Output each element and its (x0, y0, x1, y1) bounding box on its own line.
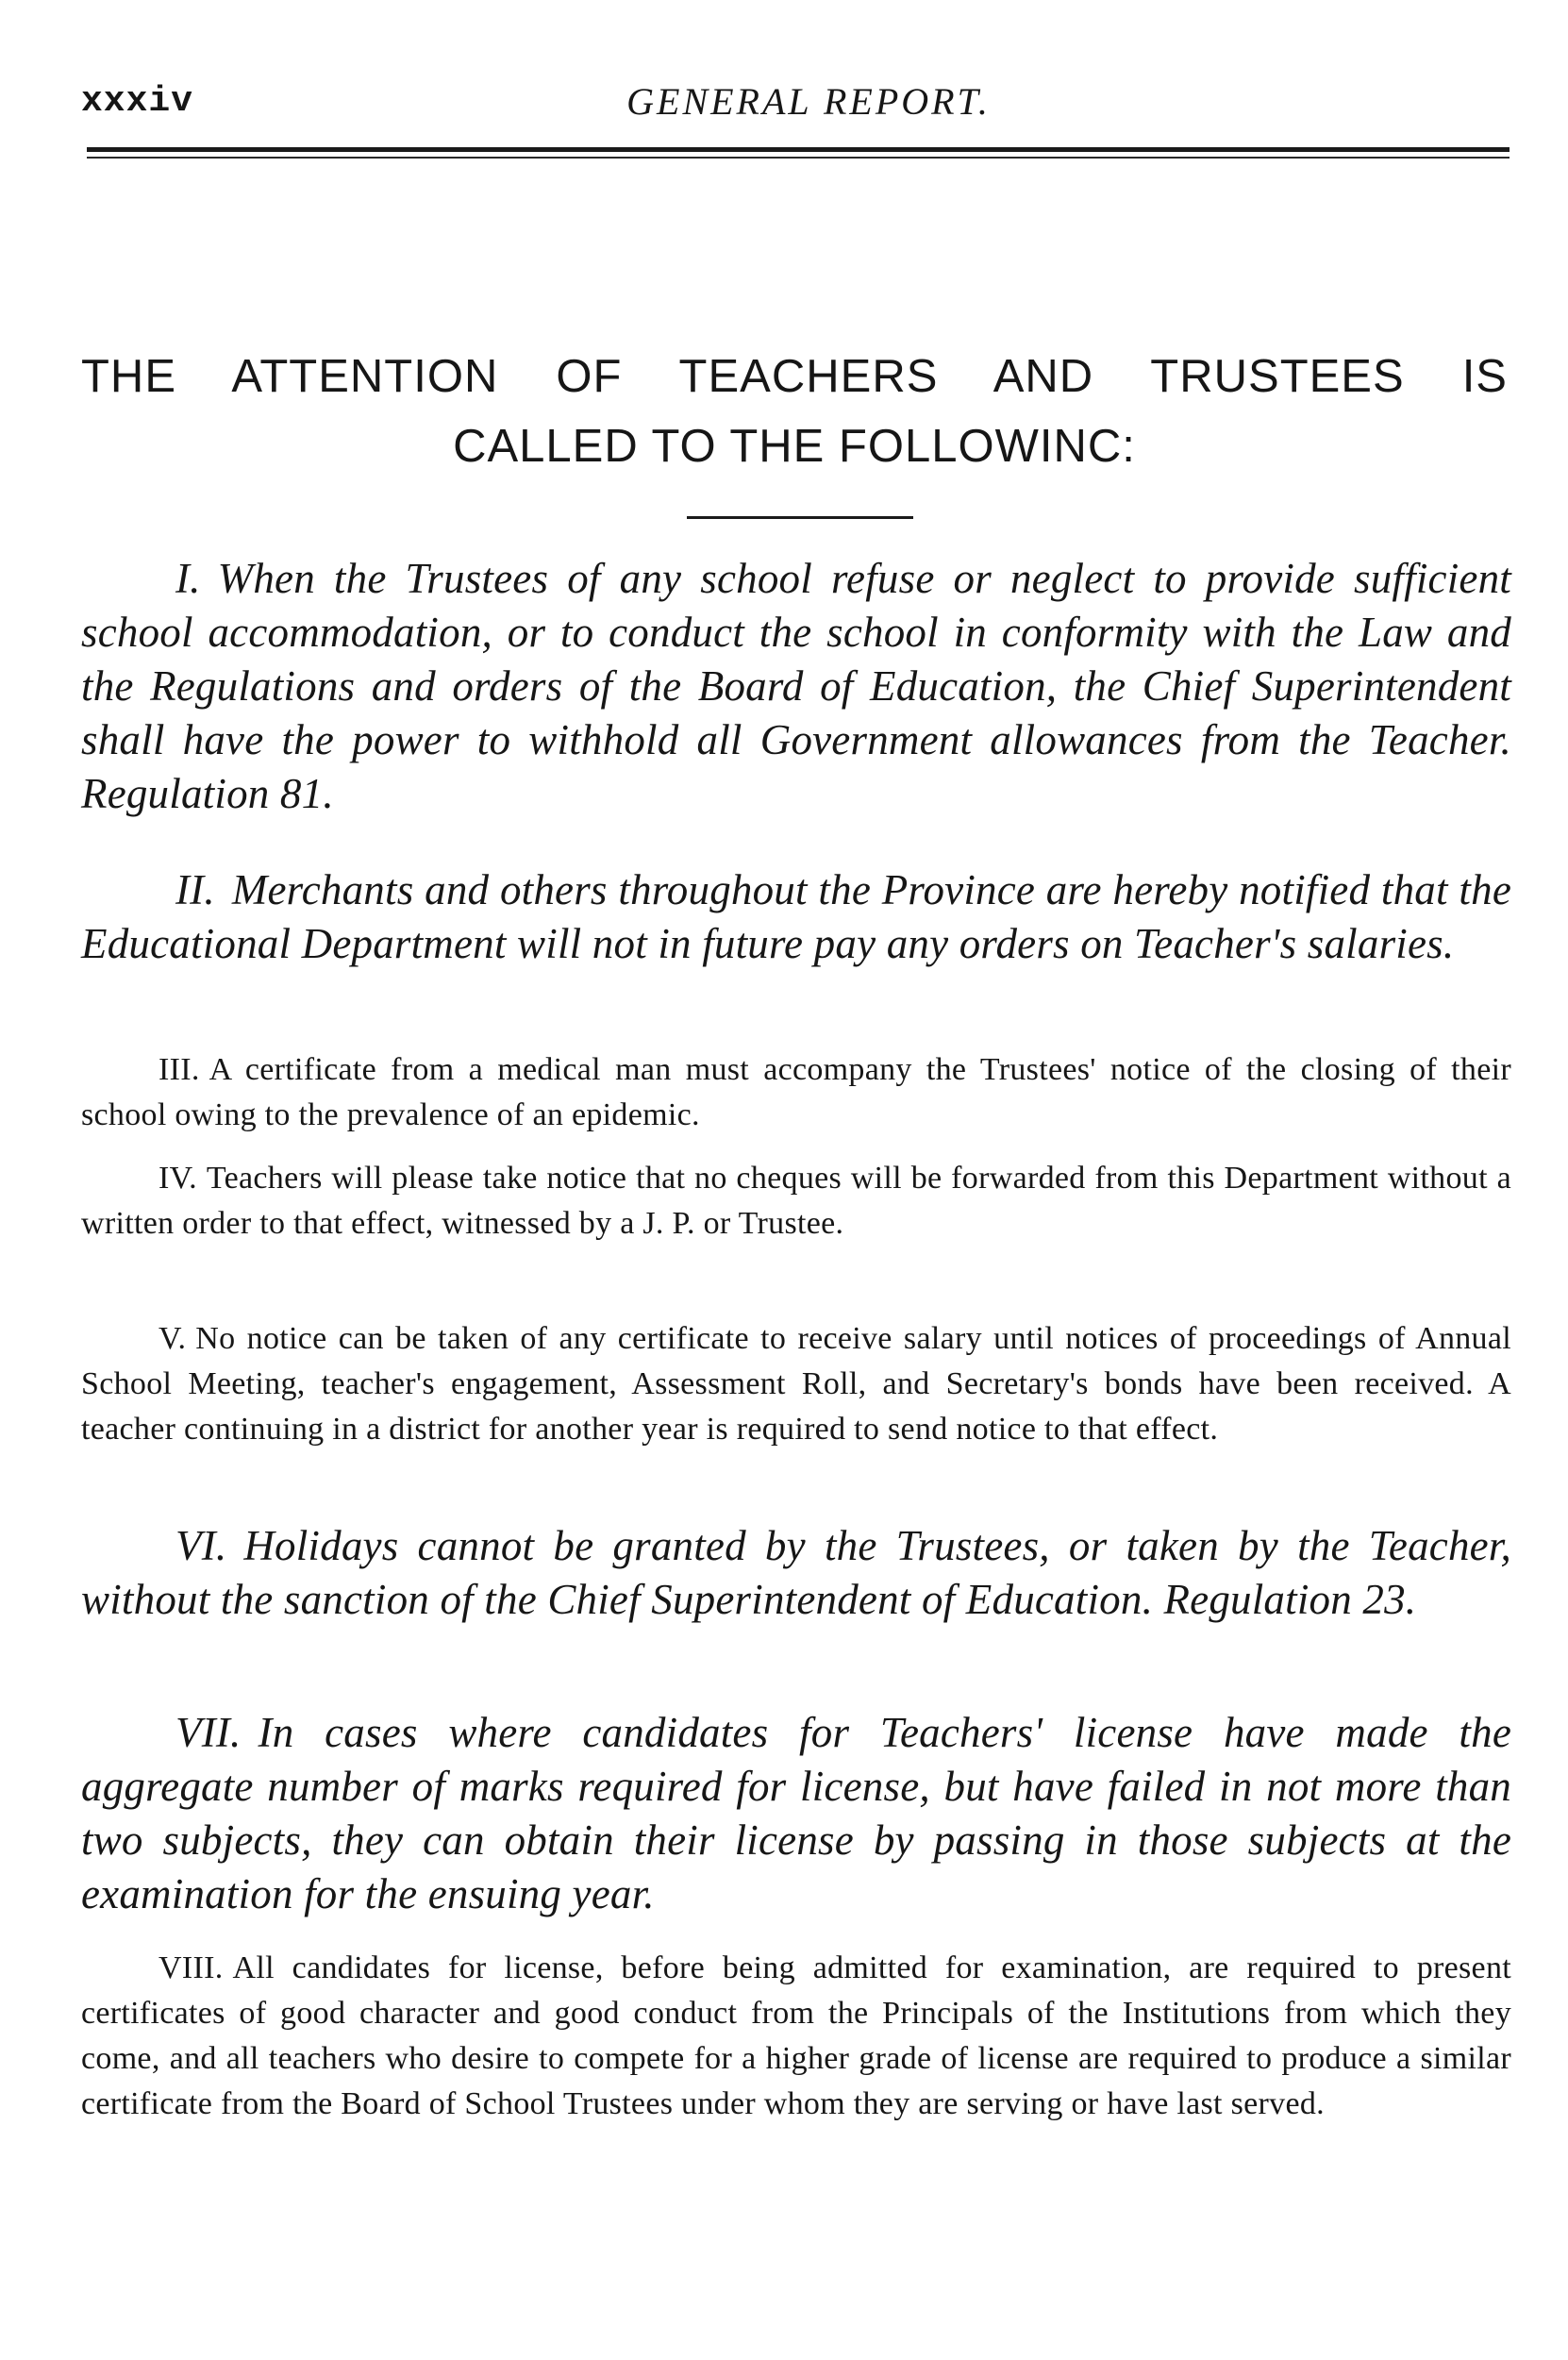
notice-numeral: IV. (158, 1161, 197, 1196)
page-title (81, 342, 1508, 481)
notice-text: In cases where candidates for Teachers' license have made the aggregate number of marks required for license, but have failed in not more than two subjects, they can obtain their license by passing in those subjects at the examination for the ensuing year. (81, 1709, 1511, 1917)
notice-text: No notice can be taken of any certificate to receive salary until notices of proceedings of Annual School Meeting, teacher's engagement, Assessment Roll, and Secretary's bonds have been received. A teacher continuing in a district for another year is required to send notice to that effect. (81, 1321, 1511, 1447)
notice-numeral: II. (175, 866, 215, 913)
notice-8 (81, 1946, 1511, 2127)
notice-text: All candidates for license, before being admitted for examination, are required to present certificates of good character and good conduct from the Principals of the Institutions from which they come, and all teachers who desire to compete for a higher grade of license are required to produce a similar certificate from the Board of School Trustees under whom they are serving or have last served. (81, 1950, 1511, 2121)
notice-4 (81, 1156, 1511, 1247)
notice-7 (81, 1706, 1511, 1921)
running-title: GENERAL REPORT. (626, 80, 991, 123)
notice-6 (81, 1519, 1511, 1627)
page-number: xxxiv (81, 81, 194, 122)
header-rule-thick (87, 147, 1510, 152)
header-rule-thin (87, 157, 1510, 159)
notice-text: A certificate from a medical man must accompany the Trustees' notice of the closing of their school owing to the prevalence of an epidemic. (81, 1052, 1511, 1132)
notice-text: Teachers will please take notice that no cheques will be forwarded from this Department without a written order to that effect, witnessed by a J. P. or Trustee. (81, 1161, 1511, 1241)
running-header (81, 74, 1508, 130)
notice-3 (81, 1047, 1511, 1138)
notice-5 (81, 1316, 1511, 1452)
notice-numeral: VII. (175, 1709, 242, 1756)
title-line-1: THE ATTENTION OF TEACHERS AND TRUSTEES IS (81, 351, 1508, 402)
notice-numeral: III. (158, 1052, 200, 1087)
notice-numeral: V. (158, 1321, 187, 1356)
notice-numeral: VI. (175, 1522, 227, 1569)
notice-text: Holidays cannot be granted by the Trustees, or taken by the Teacher, without the sanction of the Chief Superintendent of Education. Regulation 23. (81, 1522, 1511, 1623)
notice-2 (81, 863, 1511, 971)
notice-text: When the Trustees of any school refuse or neglect to provide sufficient school accommodation, or to conduct the school in conformity with the Law and the Regulations and orders of the Board of Education, the Chief Superintendent shall have the power to withhold all Government allowances from the Teacher. Regulation 81. (81, 555, 1511, 817)
notice-numeral: VIII. (158, 1950, 224, 1985)
notice-text: Merchants and others throughout the Province are hereby notified that the Educational Department will not in future pay any orders on Teacher's salaries. (81, 866, 1511, 967)
title-line-2: CALLED TO THE FOLLOWINC: (453, 421, 1136, 472)
notice-1 (81, 552, 1511, 821)
notice-numeral: I. (175, 555, 201, 602)
title-divider (687, 516, 913, 519)
